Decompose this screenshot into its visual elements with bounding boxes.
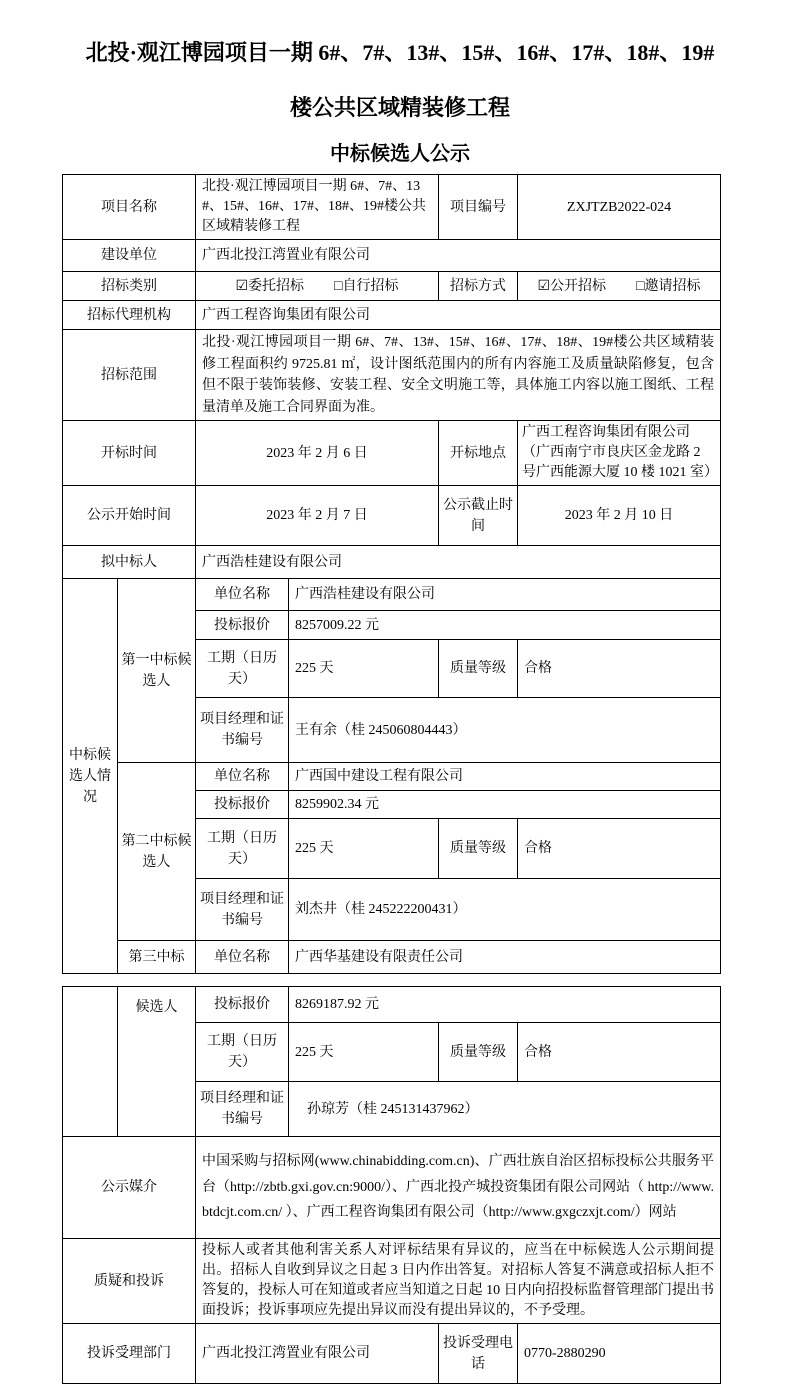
company-label: 单位名称 xyxy=(196,579,289,611)
candidate-3-duration: 225 天 xyxy=(289,1023,439,1082)
table-row xyxy=(63,763,721,791)
complaint-phone-value: 0770-2880290 xyxy=(518,1324,721,1384)
complaint-dept-label: 投诉受理部门 xyxy=(63,1324,196,1384)
agency-value: 广西工程咨询集团有限公司 xyxy=(196,301,721,330)
candidate-1-duration: 225 天 xyxy=(289,640,439,698)
agency-label: 招标代理机构 xyxy=(63,301,196,330)
manager-label: 项目经理和证书编号 xyxy=(196,879,289,941)
duration-label: 工期（日历天） xyxy=(196,640,289,698)
price-label: 投标报价 xyxy=(196,611,289,640)
candidate-3-rank-label-bottom: 候选人 xyxy=(118,987,196,1137)
publicity-end-label: 公示截止时间 xyxy=(439,486,518,546)
owner-label: 建设单位 xyxy=(63,240,196,272)
scope-label: 招标范围 xyxy=(63,330,196,421)
open-time-label: 开标时间 xyxy=(63,421,196,486)
media-value: 中国采购与招标网(www.chinabidding.com.cn)、广西壮族自治区招标投标公共服务平台（http://zbtb.gxi.gov.cn:9000/）、广西北投产城投资集团有限公司网站（ http://www.btdcjt.com.cn/ ）、广西工程咨询集团有限公司（http://www.gxgczxjt.com/）网站 xyxy=(196,1137,721,1239)
candidate-1-manager: 王有余（桂 245060804443） xyxy=(289,698,721,763)
table-row xyxy=(63,272,721,301)
quality-label: 质量等级 xyxy=(439,819,518,879)
media-label: 公示媒介 xyxy=(63,1137,196,1239)
notice-table-continued xyxy=(62,986,721,1384)
notice-table-main xyxy=(62,174,721,974)
company-label: 单位名称 xyxy=(196,941,289,974)
company-label: 单位名称 xyxy=(196,763,289,791)
table-row xyxy=(63,546,721,579)
candidate-3-price: 8269187.92 元 xyxy=(289,987,721,1023)
quality-label: 质量等级 xyxy=(439,640,518,698)
table-row xyxy=(63,330,721,421)
bid-category-label: 招标类别 xyxy=(63,272,196,301)
document-title xyxy=(0,0,800,166)
checkbox-invite-bidding: □邀请招标 xyxy=(636,278,701,294)
objection-value: 投标人或者其他利害关系人对评标结果有异议的，应当在中标候选人公示期间提出。招标人自收到异议之日起 3 日内作出答复。对招标人答复不满意或招标人拒不答复的，投标人可在知道或者应当知道之日起 10 日内向招投标监督管理部门提出书面投诉；投诉事项应先提出异议而没有提出异议的，不予受理。 xyxy=(196,1239,721,1324)
table-row xyxy=(63,941,721,974)
publicity-start-value: 2023 年 2 月 7 日 xyxy=(196,486,439,546)
candidate-2-duration: 225 天 xyxy=(289,819,439,879)
title-line-2: 楼公共区域精装修工程 xyxy=(289,95,510,120)
candidate-3-manager: 孙琼芳（桂 245131437962） xyxy=(289,1082,721,1137)
candidate-3-rank-label-top: 第三中标 xyxy=(118,941,196,974)
complaint-phone-label: 投诉受理电话 xyxy=(439,1324,518,1384)
bid-method-label: 招标方式 xyxy=(439,272,518,301)
candidate-section-continued xyxy=(63,987,118,1137)
title-line-3: 中标候选人公示 xyxy=(330,143,470,165)
candidate-2-manager: 刘杰井（桂 245222200431） xyxy=(289,879,721,941)
project-name-value: 北投·观江博园项目一期 6#、7#、13#、15#、16#、17#、18#、19#楼公共区域精装修工程 xyxy=(196,175,439,240)
checkbox-open-bidding: ☑公开招标 xyxy=(537,278,607,294)
table-row xyxy=(63,1324,721,1384)
project-no-value: ZXJTZB2022-024 xyxy=(518,175,721,240)
bid-category-value xyxy=(196,272,439,301)
price-label: 投标报价 xyxy=(196,987,289,1023)
complaint-dept-value: 广西北投江湾置业有限公司 xyxy=(196,1324,439,1384)
proposed-winner-value: 广西浩桂建设有限公司 xyxy=(196,546,721,579)
proposed-winner-label: 拟中标人 xyxy=(63,546,196,579)
table-row xyxy=(63,240,721,272)
table-row xyxy=(63,1239,721,1324)
objection-label: 质疑和投诉 xyxy=(63,1239,196,1324)
candidate-2-quality: 合格 xyxy=(518,819,721,879)
table-row xyxy=(63,579,721,611)
open-place-label: 开标地点 xyxy=(439,421,518,486)
manager-label: 项目经理和证书编号 xyxy=(196,1082,289,1137)
candidate-3-company: 广西华基建设有限责任公司 xyxy=(289,941,721,974)
publicity-end-value: 2023 年 2 月 10 日 xyxy=(518,486,721,546)
candidate-2-price: 8259902.34 元 xyxy=(289,791,721,819)
checkbox-delegate-bidding: ☑委托招标 xyxy=(235,278,305,294)
scope-value: 北投·观江博园项目一期 6#、7#、13#、15#、16#、17#、18#、19#楼公共区域精装修工程面积约 9725.81 ㎡，设计图纸范围内的所有内容施工及质量缺陷修复，包含但不限于装饰装修、安装工程、安全文明施工等，具体施工内容以施工图纸、工程量清单及施工合同界面为准。 xyxy=(196,330,721,421)
table-row xyxy=(63,301,721,330)
manager-label: 项目经理和证书编号 xyxy=(196,698,289,763)
duration-label: 工期（日历天） xyxy=(196,819,289,879)
table-row xyxy=(63,1137,721,1239)
candidate-1-rank-label: 第一中标候选人 xyxy=(118,579,196,763)
candidate-1-price: 8257009.22 元 xyxy=(289,611,721,640)
table-row xyxy=(63,421,721,486)
title-line-1: 北投·观江博园项目一期 6#、7#、13#、15#、16#、17#、18#、19# xyxy=(85,40,715,65)
table-row xyxy=(63,987,721,1023)
price-label: 投标报价 xyxy=(196,791,289,819)
owner-value: 广西北投江湾置业有限公司 xyxy=(196,240,721,272)
duration-label: 工期（日历天） xyxy=(196,1023,289,1082)
project-no-label: 项目编号 xyxy=(439,175,518,240)
candidate-1-quality: 合格 xyxy=(518,640,721,698)
open-time-value: 2023 年 2 月 6 日 xyxy=(196,421,439,486)
bid-method-value xyxy=(518,272,721,301)
quality-label: 质量等级 xyxy=(439,1023,518,1082)
table-row xyxy=(63,175,721,240)
publicity-start-label: 公示开始时间 xyxy=(63,486,196,546)
checkbox-self-bidding: □自行招标 xyxy=(334,278,399,294)
table-row xyxy=(63,486,721,546)
candidate-2-rank-label: 第二中标候选人 xyxy=(118,763,196,941)
candidate-1-company: 广西浩桂建设有限公司 xyxy=(289,579,721,611)
candidate-section-label: 中标候选人情况 xyxy=(63,579,118,974)
candidate-3-quality: 合格 xyxy=(518,1023,721,1082)
project-name-label: 项目名称 xyxy=(63,175,196,240)
candidate-2-company: 广西国中建设工程有限公司 xyxy=(289,763,721,791)
open-place-value: 广西工程咨询集团有限公司（广西南宁市良庆区金龙路 2 号广西能源大厦 10 楼 1021 室） xyxy=(518,421,721,486)
